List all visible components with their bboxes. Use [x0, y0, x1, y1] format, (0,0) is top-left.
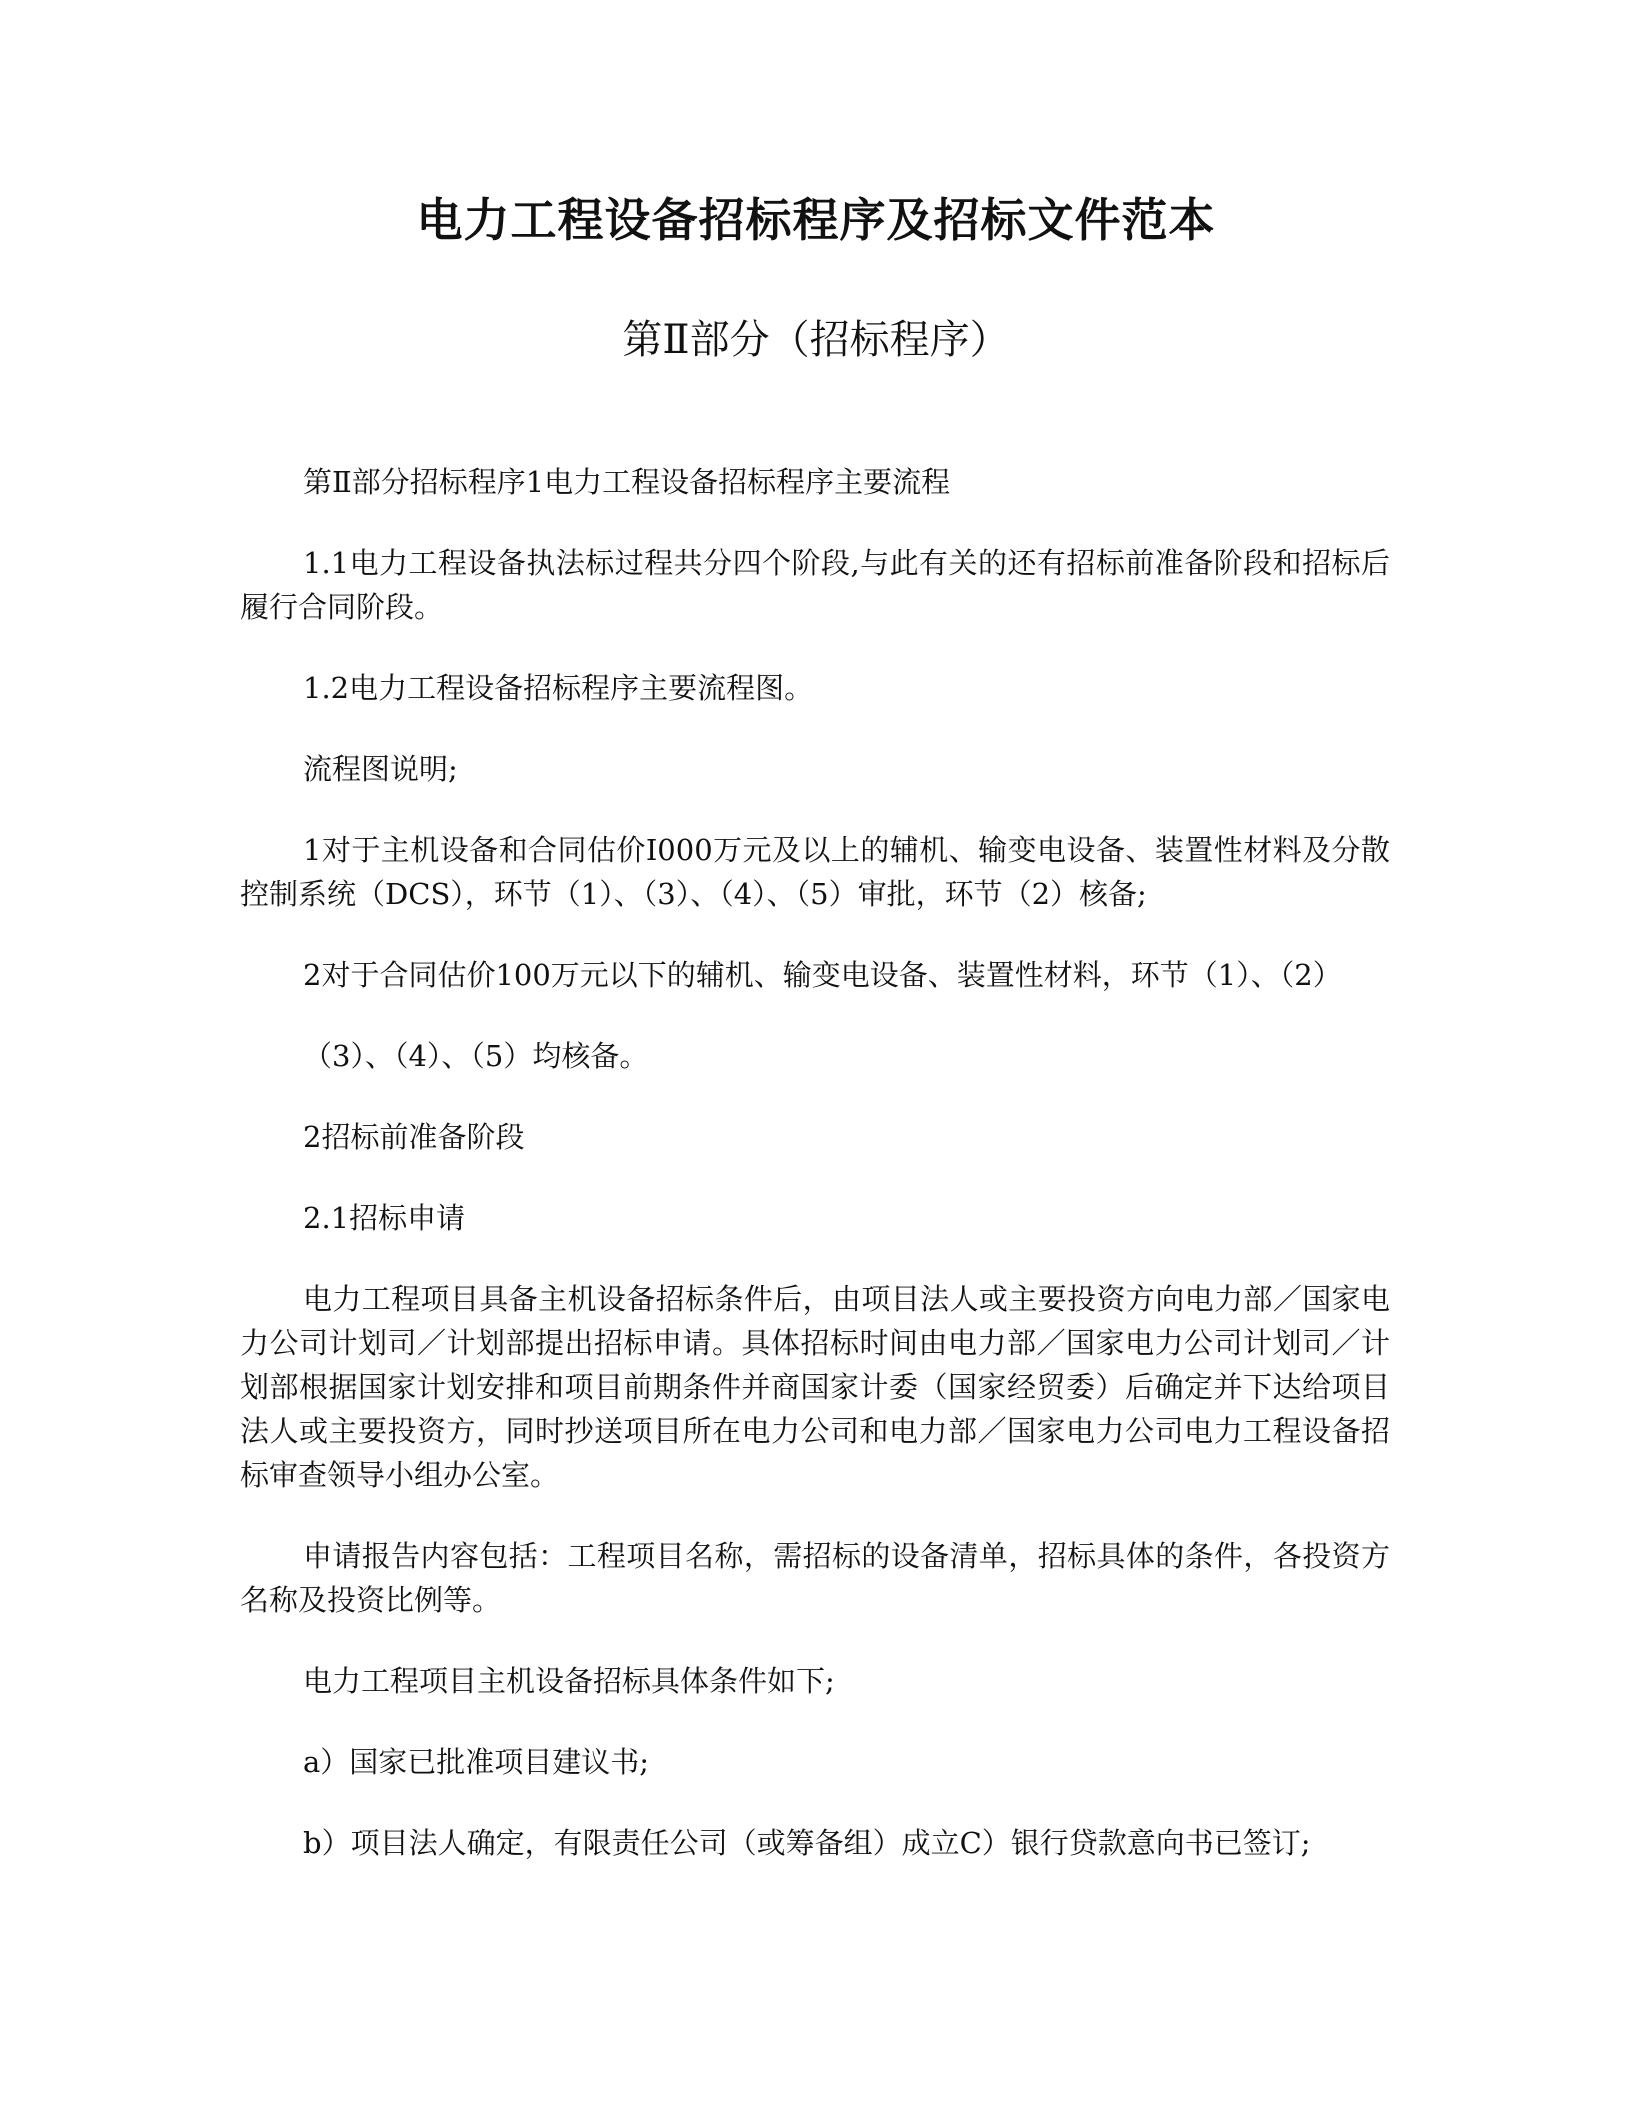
- paragraph: 电力工程项目主机设备招标具体条件如下;: [303, 1664, 835, 1698]
- paragraph: （3）、（4）、（5）均核备。: [303, 1039, 649, 1073]
- paragraph: 第Ⅱ部分招标程序1电力工程设备招标程序主要流程: [303, 465, 951, 499]
- paragraph: 2.1招标申请: [303, 1201, 466, 1235]
- paragraph: 1.1电力工程设备执法标过程共分四个阶段,与此有关的还有招标前准备阶段和招标后履行合同阶段。: [240, 546, 1390, 624]
- paragraph: 1.2电力工程设备招标程序主要流程图。: [303, 671, 814, 705]
- document-title: 电力工程设备招标程序及招标文件范本: [416, 193, 1216, 247]
- paragraph: 电力工程项目具备主机设备招标条件后，由项目法人或主要投资方向电力部／国家电力公司计划司／计划部提出招标申请。具体招标时间由电力部／国家电力公司计划司／计划部根据国家计划安排和项目前期条件并商国家计委（国家经贸委）后确定并下达给项目法人或主要投资方，同时抄送项目所在电力公司和电力部／国家电力公司电力工程设备招标审查领导小组办公室。: [240, 1282, 1390, 1492]
- paragraph: 1对于主机设备和合同估价I000万元及以上的辅机、输变电设备、装置性材料及分散控制系统（DCS），环节（1）、（3）、（4）、（5）审批，环节（2）核备;: [240, 833, 1390, 911]
- paragraph: 流程图说明;: [303, 752, 458, 786]
- document-subtitle: 第Ⅱ部分（招标程序）: [622, 317, 1010, 363]
- paragraph: 2对于合同估价100万元以下的辅机、输变电设备、装置性材料，环节（1）、（2）: [303, 958, 1342, 992]
- paragraph: a）国家已批准项目建议书;: [303, 1745, 650, 1779]
- paragraph: 2招标前准备阶段: [303, 1120, 525, 1154]
- paragraph: b）项目法人确定，有限责任公司（或筹备组）成立C）银行贷款意向书已签订;: [303, 1826, 1311, 1860]
- paragraph: 申请报告内容包括：工程项目名称，需招标的设备清单，招标具体的条件，各投资方名称及投资比例等。: [240, 1539, 1390, 1617]
- document-body: [240, 460, 1390, 1902]
